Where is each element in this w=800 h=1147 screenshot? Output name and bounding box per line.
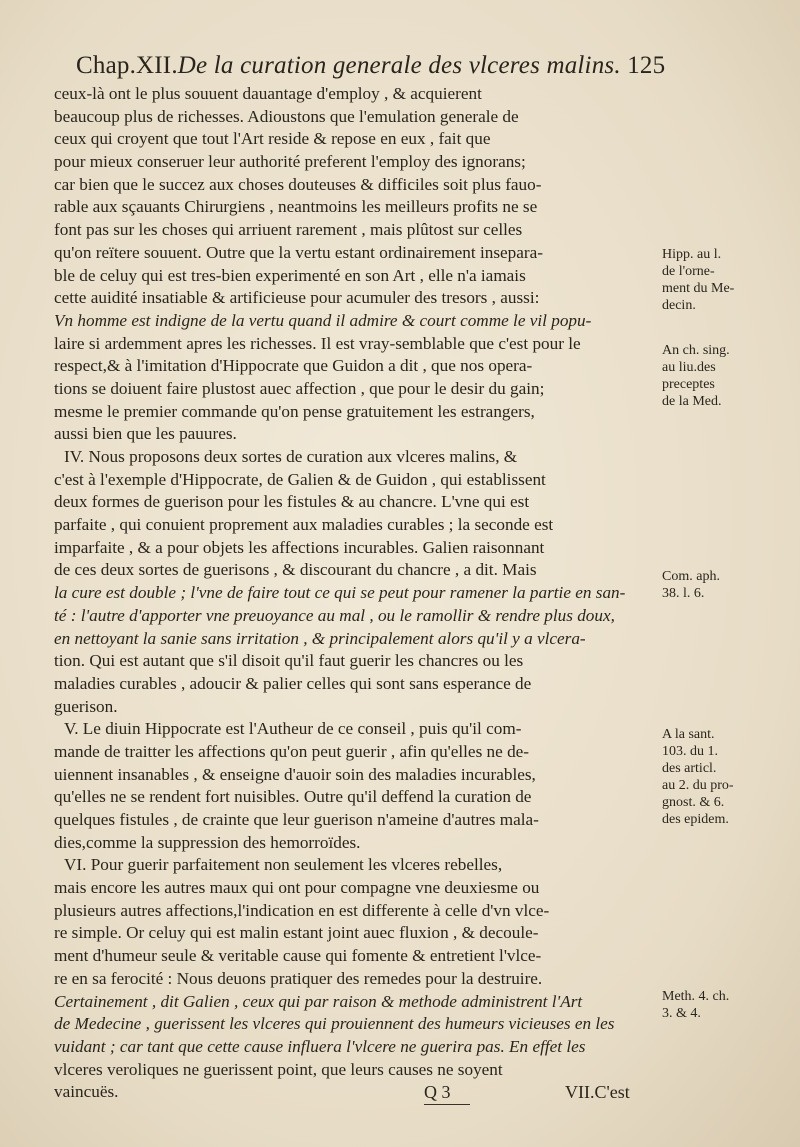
margin-note <box>662 726 794 828</box>
text-line: re simple. Or celuy qui est malin estant joint auec fluxion , & decoule- <box>54 923 539 943</box>
paragraph-start-line: V. Le diuin Hippocrate est l'Autheur de ce conseil , puis qu'il com- <box>64 719 522 739</box>
margin-note <box>662 342 794 410</box>
margin-note-line: Com. aph. <box>662 569 720 584</box>
margin-note-line: de l'orne- <box>662 264 715 279</box>
text-line: uiennent insanables , & enseigne d'auoir soin des maladies incurables, <box>54 764 536 784</box>
margin-note <box>662 988 794 1022</box>
text-line: parfaite , qui conuient proprement aux maladies curables ; la seconde est <box>54 515 554 535</box>
margin-note-line: decin. <box>662 298 696 313</box>
margin-note-line: au liu.des <box>662 360 716 375</box>
margin-note-line: Hipp. au l. <box>662 247 722 262</box>
text-line: laire si ardemment apres les richesses. Il est vray-semblable que c'est pour le <box>54 333 581 353</box>
margin-note <box>662 568 794 602</box>
margin-note-line: de la Med. <box>662 394 722 409</box>
quote-line: té : l'autre d'apporter vne preuoyance au mal , ou le ramollir & rendre plus doux, <box>54 605 615 625</box>
text-line: quelques fistules , de crainte que leur guerison n'ameine d'autres mala- <box>54 810 539 829</box>
quote-line: de Medecine , guerissent les vlceres qui prouiennent des humeurs vicieuses en les <box>54 1014 615 1034</box>
text-line: respect,& à l'imitation d'Hippocrate que Guidon a dit , que nos opera- <box>54 356 533 376</box>
text-line: ceux qui croyent que tout l'Art reside & repose en eux , fait que <box>54 129 491 149</box>
text-line: qu'elles ne se rendent fort nuisibles. Outre qu'il deffend la curation de <box>54 787 532 807</box>
margin-note-line: ment du Me- <box>662 281 735 296</box>
main-text <box>54 83 658 1104</box>
paragraph-start-line: IV. Nous proposons deux sortes de curation aux vlceres malins, & <box>64 447 518 466</box>
signature-mark: Q 3 <box>424 1082 451 1102</box>
margin-note-line: 3. & 4. <box>662 1006 701 1021</box>
text-line: cette auidité insatiable & artificieuse pour acumuler des tresors , aussi: <box>54 288 540 308</box>
margin-note-line: 103. du 1. <box>662 744 718 759</box>
text-line: rable aux sçauants Chirurgiens , neantmoins les meilleurs profits ne se <box>54 197 538 217</box>
quote-line: Vn homme est indigne de la vertu quand il admire & court comme le vil popu- <box>54 310 592 330</box>
margin-note <box>662 246 794 314</box>
text-line: font pas sur les choses qui arriuent rarement , mais plûtost sur celles <box>54 220 523 240</box>
text-line: car bien que le succez aux choses douteuses & difficiles soit plus fauo- <box>54 174 542 194</box>
margin-note-line: des epidem. <box>662 812 729 827</box>
margin-note-line: An ch. sing. <box>662 343 730 358</box>
text-line: deux formes de guerison pour les fistules & au chancre. L'vne qui est <box>54 492 530 512</box>
text-line: pour mieux conseruer leur authorité preferent l'employ des ignorans; <box>54 152 526 172</box>
text-line: tions se doiuent faire plustost auec affection , que pour le desir du gain; <box>54 378 545 398</box>
margin-note-line: preceptes <box>662 377 715 392</box>
text-line: plusieurs autres affections,l'indication en est differente à celle d'vn vlce- <box>54 900 550 920</box>
quote-line: Certainement , dit Galien , ceux qui par raison & methode administrent l'Art <box>54 991 583 1011</box>
text-line: mesme le premier commande qu'on pense gratuitement les estrangers, <box>54 401 535 421</box>
text-line: beaucoup plus de richesses. Adioustons que l'emulation generale de <box>54 106 519 126</box>
margin-note-line: 38. l. 6. <box>662 586 705 601</box>
text-line: imparfaite , & a pour objets les affections incurables. Galien raisonnant <box>54 537 545 557</box>
page-number: 125 <box>627 52 666 79</box>
margin-note-line: au 2. du pro- <box>662 778 734 793</box>
text-line: vlceres veroliques ne guerissent point, que leurs causes ne soyent <box>54 1059 503 1079</box>
text-line: c'est à l'exemple d'Hippocrate, de Galien & de Guidon , qui establissent <box>54 469 546 489</box>
text-line: ceux-là ont le plus souuent dauantage d'employ , & acquierent <box>54 84 482 103</box>
text-line: ble de celuy qui est tres-bien experimenté en son Art , elle n'a iamais <box>54 265 526 285</box>
chapter-label: Chap.XII. <box>76 52 178 79</box>
signature-underline <box>424 1104 470 1105</box>
paragraph-start-line: VI. Pour guerir parfaitement non seulement les vlceres rebelles, <box>64 855 503 875</box>
margin-note-line: A la sant. <box>662 727 715 742</box>
text-line: de ces deux sortes de guerisons , & discourant du chancre , a dit. Mais <box>54 560 537 580</box>
chapter-title: De la curation generale des vlceres malins. <box>177 52 621 79</box>
text-line: maladies curables , adoucir & palier celles qui sont sans esperance de <box>54 673 532 693</box>
text-line: dies,comme la suppression des hemorroïdes. <box>54 832 361 852</box>
text-line: vaincuës. <box>54 1082 119 1102</box>
quote-line: en nettoyant la sanie sans irritation , & principalement alors qu'il y a vlcera- <box>54 628 586 648</box>
text-line: re en sa ferocité : Nous deuons pratiquer des remedes pour la destruire. <box>54 968 543 988</box>
text-line: aussi bien que les pauures. <box>54 424 237 444</box>
page-header <box>76 52 766 80</box>
text-line: tion. Qui est autant que s'il disoit qu'il faut guerir les chancres ou les <box>54 651 524 671</box>
text-line: mais encore les autres maux qui ont pour compagne vne deuxiesme ou <box>54 878 540 898</box>
catchword: VII.C'est <box>565 1082 630 1102</box>
text-line: guerison. <box>54 696 118 716</box>
margin-note-line: des articl. <box>662 761 717 776</box>
text-line: ment d'humeur seule & veritable cause qui fomente & entretient l'vlce- <box>54 946 542 966</box>
margin-note-line: Meth. 4. ch. <box>662 989 730 1004</box>
text-line: mande de traitter les affections qu'on peut guerir , afin qu'elles ne de- <box>54 741 530 761</box>
text-line: qu'on reïtere souuent. Outre que la vertu estant ordinairement insepara- <box>54 242 543 262</box>
quote-line: vuidant ; car tant que cette cause influera l'vlcere ne guerira pas. En effet les <box>54 1036 586 1056</box>
margin-note-line: gnost. & 6. <box>662 795 725 810</box>
quote-line: la cure est double ; l'vne de faire tout ce qui se peut pour ramener la partie en san- <box>54 583 626 603</box>
